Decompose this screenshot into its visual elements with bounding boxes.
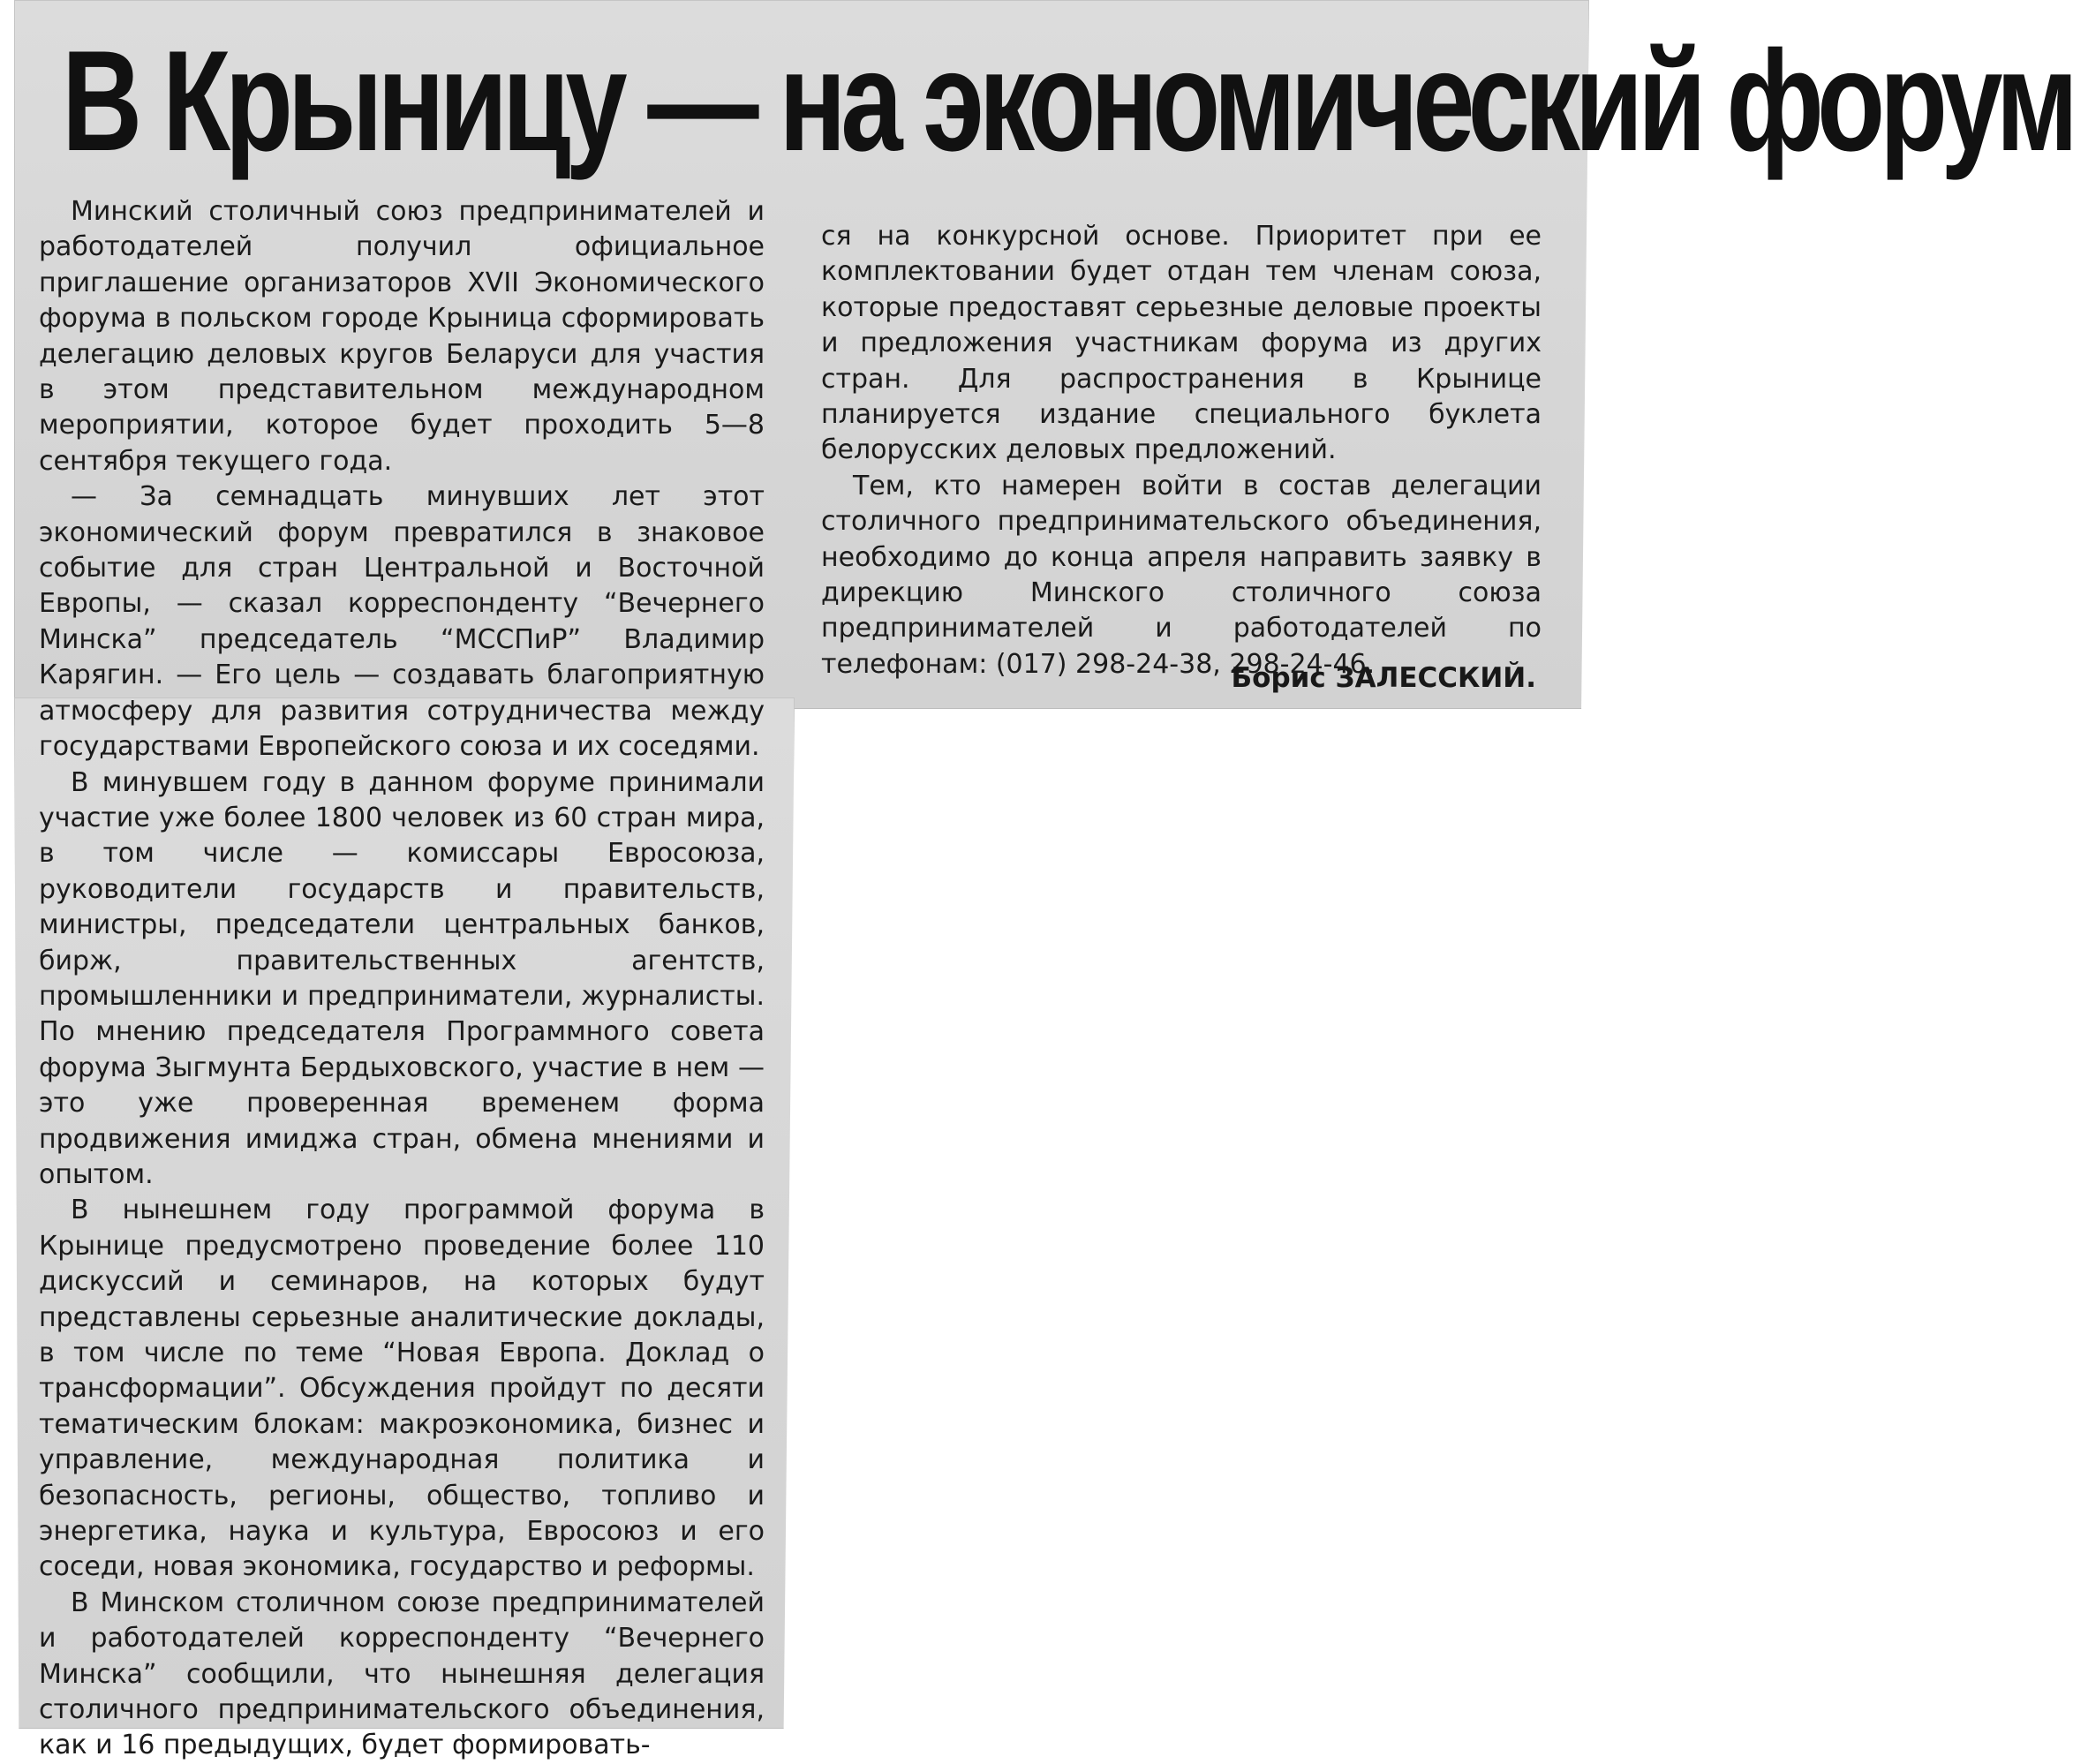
paragraph: В минувшем году в данном форуме принимали участие уже более 1800 человек из 60 стран мира, в том числе — комиссары Евросоюза, руководители государств и правительств, министры, председатели центральных банков, бирж, правительственных агентств, промышленники и предприниматели, журналисты. По мнению председателя Программного совета форума Зыгмунта Бердыховского, участие в нем — это уже проверенная временем форма продвижения имиджа стран, обмена мнениями и опытом. (39, 766, 765, 1190)
headline: В Крыницу — на экономический форум (62, 21, 2073, 181)
left-column (39, 194, 765, 1764)
paragraph: ся на конкурсной основе. Приоритет при ее комплектовании будет отдан тем членам союза, которые предоставят серьезные деловые проекты и предложения участникам форума из других стран. Для распространения в Крынице планируется издание специального буклета белорусских деловых предложений. (821, 221, 1542, 466)
paragraph: — За семнадцать минувших лет этот экономический форум превратился в знаковое событие для стран Центральной и Восточной Европы, — сказал корреспонденту “Вечернего Минска” председатель “МССПиР” Владимир Карягин. — Его цель — создавать благоприятную атмосферу для развития сотрудничества между государствами Европейского союза и их соседями. (39, 481, 765, 763)
paragraph: В нынешнем году программой форума в Крынице предусмотрено проведение более 110 дискуссий и семинаров, на которых будут представлены серьезные аналитические доклады, в том числе по теме “Новая Европа. Доклад о трансформации”. Обсуждения пройдут по десяти тематическим блокам: макроэкономика, бизнес и управление, международная политика и безопасность, регионы, общество, топливо и энергетика, наука и культура, Евросоюз и его соседи, новая экономика, государство и реформы. (39, 1195, 765, 1583)
author-byline: Борис ЗАЛЕССКИЙ. (1231, 662, 1536, 694)
paragraph: Минский столичный союз предпринимателей и работодателей получил официальное приглашение организаторов XVII Экономического форума в польском городе Крыница сформировать делегацию деловых кругов Беларуси для участия в этом представительном международном мероприятии, которое будет проходить 5—8 сентября текущего года. (39, 196, 765, 477)
right-column (821, 219, 1542, 682)
paragraph: Тем, кто намерен войти в состав делегации столичного предпринимательского объединения, необходимо до конца апреля направить заявку в дирекцию Минского столичного союза предпринимателей и работодателей по телефонам: (017) 298-24-38, 298-24-46. (821, 470, 1542, 680)
paragraph: В Минском столичном союзе предпринимателей и работодателей корреспонденту “Вечернего Минска” сообщили, что нынешняя делегация столичного предпринимательского объединения, как и 16 предыдущих, будет формировать- (39, 1587, 765, 1761)
